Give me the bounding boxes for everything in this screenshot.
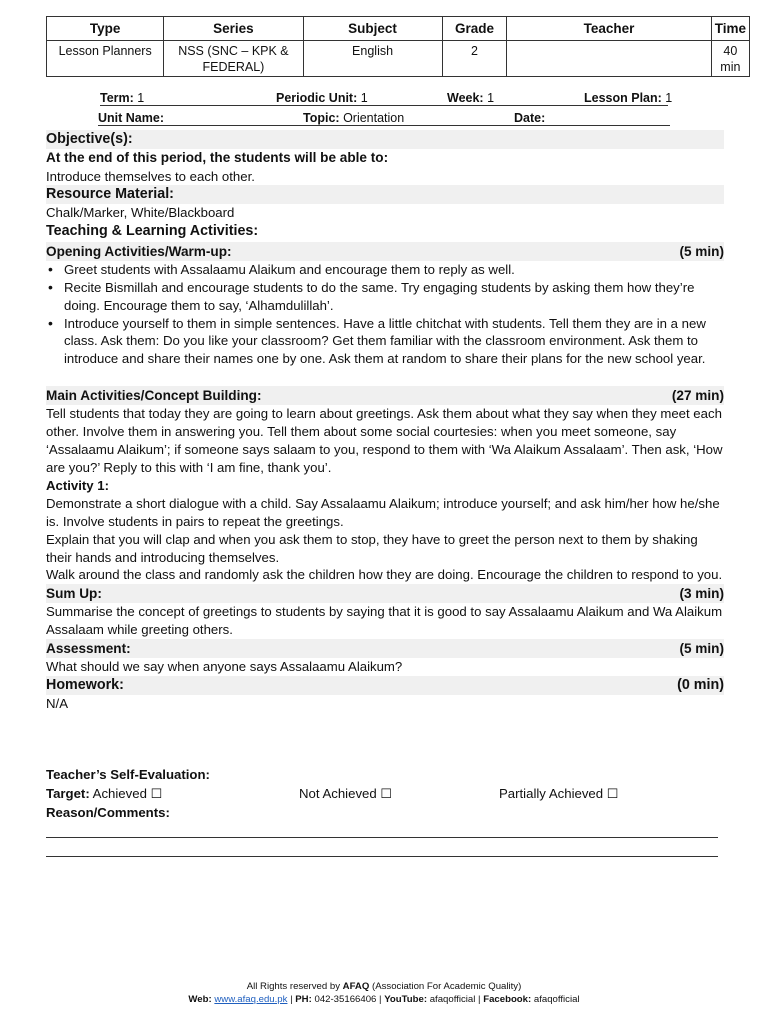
section-spacer — [46, 368, 724, 386]
main-heading-bar — [46, 386, 724, 405]
info-row2-underline — [98, 125, 670, 126]
cell-time: 40 min — [711, 41, 749, 77]
topic-field — [303, 111, 404, 125]
meta-header-row — [47, 17, 750, 41]
header-teacher: Teacher — [507, 17, 711, 41]
periodic-unit-field — [276, 91, 368, 105]
reason-comments-label: Reason/Comments: — [46, 804, 170, 820]
cell-subject: English — [303, 41, 442, 77]
target-row — [46, 785, 724, 804]
lesson-plan-field — [584, 91, 672, 105]
comment-line[interactable] — [46, 837, 718, 838]
opening-time: (5 min) — [679, 243, 724, 259]
objectives-subheading: At the end of this period, the students will be able to: — [46, 150, 389, 165]
lesson-content — [46, 130, 724, 713]
facebook-label: Facebook: — [483, 994, 532, 1005]
unit-name-field[interactable] — [98, 111, 164, 125]
cell-series: NSS (SNC – KPK & FEDERAL) — [164, 41, 303, 77]
cell-grade: 2 — [442, 41, 507, 77]
facebook-handle: afaqofficial — [533, 994, 580, 1005]
topic-value: Orientation — [343, 111, 405, 125]
resource-heading-bar — [46, 185, 724, 204]
target-label: Target: — [46, 785, 90, 801]
activity-paragraph: Explain that you will clap and when you ask them to stop, they have to greet the person next to them by shaking their hands and introducing themselves. — [46, 531, 698, 565]
objectives-heading: Objective(s): — [46, 131, 133, 147]
topic-label: Topic: — [303, 111, 340, 125]
lesson-meta-table — [46, 16, 750, 77]
youtube-handle: afaqofficial — [429, 994, 476, 1005]
header-type: Type — [47, 17, 164, 41]
achieved-option[interactable]: Achieved ☐ — [92, 785, 163, 801]
assessment-time: (5 min) — [679, 641, 724, 657]
teaching-heading: Teaching & Learning Activities: — [46, 223, 259, 240]
main-intro-text: Tell students that today they are going to learn about greetings. Ask them about what they say when they meet each other. Involve them in answering you. Tell them about some social courtesies: when you meet someone, say ‘Assalaamu Alaikum’; if someone says salaam to you, respond to them with ‘Wa Alaikum Assalaam’. Then ask, ‘How are you?’ Reply to this with ‘I am fine, thank you’. — [46, 406, 723, 475]
target-achieved[interactable] — [46, 785, 162, 804]
periodic-unit-label: Periodic Unit: — [276, 91, 358, 105]
resource-text: Chalk/Marker, White/Blackboard — [46, 205, 235, 221]
comment-line[interactable] — [46, 856, 718, 857]
term-field — [100, 91, 144, 105]
list-item: • Introduce yourself to them in simple sentences. Have a little chitchat with students. Tell them they are in a new class. Ask them: Do you like your classroom? Get them familiar with the classroom environment. Ask them to introduce and share their names one by one. Ask them at random to share their plans for the new school year. — [46, 315, 724, 369]
assessment-heading: Assessment: — [46, 641, 131, 657]
header-grade: Grade — [442, 17, 507, 41]
self-evaluation-heading: Teacher’s Self-Evaluation: — [46, 767, 210, 782]
header-series: Series — [164, 17, 303, 41]
org-name: AFAQ — [342, 981, 370, 992]
term-label: Term: — [100, 91, 134, 105]
website-link[interactable]: www.afaq.edu.pk — [214, 994, 288, 1005]
lesson-plan-label: Lesson Plan: — [584, 91, 662, 105]
assessment-text: What should we say when anyone says Assalaamu Alaikum? — [46, 659, 403, 675]
activity-paragraph: Walk around the class and randomly ask the children how they are doing. Encourage the children to respond to you. — [46, 567, 723, 583]
sumup-heading-bar — [46, 584, 724, 603]
youtube-label: YouTube: — [384, 994, 428, 1005]
header-subject: Subject — [303, 17, 442, 41]
week-field — [447, 91, 494, 105]
sumup-time: (3 min) — [679, 586, 724, 602]
web-label: Web: — [188, 994, 212, 1005]
opening-heading: Opening Activities/Warm-up: — [46, 243, 232, 259]
self-evaluation-section — [46, 766, 724, 822]
main-heading: Main Activities/Concept Building: — [46, 388, 262, 404]
activity-paragraph: Demonstrate a short dialogue with a child. Say Assalaamu Alaikum; introduce yourself; and ask him/her how he/she is. Involve students in pairs to repeat the greetings. — [46, 495, 720, 529]
opening-bullet-list — [46, 261, 724, 368]
sumup-heading: Sum Up: — [46, 586, 102, 602]
footer-rights — [0, 980, 768, 993]
partially-achieved-option[interactable]: Partially Achieved ☐ — [499, 785, 619, 801]
header-time: Time — [711, 17, 749, 41]
term-value: 1 — [137, 91, 145, 105]
objectives-heading-bar — [46, 130, 724, 149]
main-time: (27 min) — [671, 388, 724, 404]
not-achieved-option[interactable]: Not Achieved ☐ — [299, 785, 393, 801]
homework-heading: Homework: — [46, 677, 124, 694]
date-label: Date: — [514, 111, 546, 125]
unit-name-label: Unit Name: — [98, 111, 164, 125]
week-value: 1 — [487, 91, 495, 105]
resource-heading: Resource Material: — [46, 186, 174, 203]
homework-time: (0 min) — [677, 677, 724, 694]
phone-label: PH: — [295, 994, 312, 1005]
phone-number: 042-35166406 — [314, 994, 377, 1005]
homework-text: N/A — [46, 696, 68, 712]
sumup-text: Summarise the concept of greetings to students by saying that it is good to say Assalaamu Alaikum and Wa Alaikum Assalaam while greeting others. — [46, 604, 723, 638]
list-item: • Recite Bismillah and encourage students to do the same. Try engaging students by asking them how they’re doing. Encourage them to say, ‘Alhamdulillah’. — [46, 279, 724, 315]
assessment-heading-bar — [46, 639, 724, 658]
week-label: Week: — [447, 91, 484, 105]
opening-heading-bar — [46, 242, 724, 261]
periodic-unit-value: 1 — [360, 91, 368, 105]
footer-contacts: Web: www.afaq.edu.pk | PH: 042-35166406 | YouTube: afaqofficial | Facebook: afaqofficial — [188, 994, 580, 1005]
homework-heading-bar — [46, 676, 724, 695]
cell-type: Lesson Planners — [47, 41, 164, 77]
objectives-text: Introduce themselves to each other. — [46, 168, 255, 184]
org-full-name: (Association For Academic Quality) — [372, 981, 522, 992]
lesson-plan-value: 1 — [665, 91, 673, 105]
rights-text: All Rights reserved by — [246, 981, 340, 992]
meta-value-row — [47, 41, 750, 77]
info-row-underline — [100, 105, 668, 106]
cell-teacher[interactable] — [507, 41, 711, 77]
list-item: • Greet students with Assalaamu Alaikum and encourage them to reply as well. — [46, 261, 724, 279]
date-field[interactable] — [514, 111, 545, 125]
activity-label: Activity 1: — [46, 477, 110, 493]
